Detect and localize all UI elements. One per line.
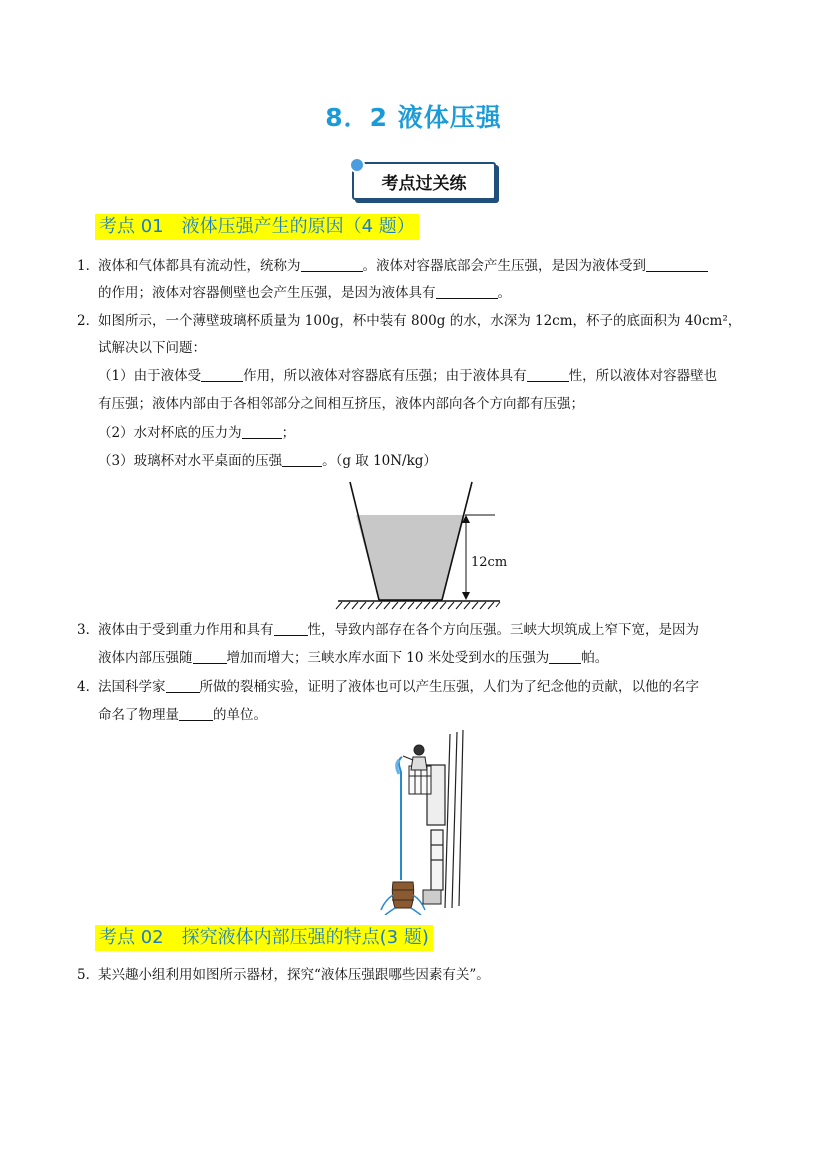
text: 法国科学家 [98,679,166,695]
text: （2）水对杯底的压力为 [98,425,242,441]
section-heading-01: 考点 01 液体压强产生的原因（4 题） [95,214,419,240]
text: 液体内部压强随 [98,650,193,666]
question-4-line-1 [98,677,699,697]
answer-blank[interactable] [282,452,322,467]
text: 液体由于受到重力作用和具有 [98,622,274,638]
question-number: 4． [77,679,100,695]
question-3-line-1 [98,620,699,640]
text: 帕。 [581,650,609,666]
section-heading-02: 考点 02 探究液体内部压强的特点(3 题) [95,925,433,951]
text: 的单位。 [213,707,267,723]
depth-label: 12cm [471,555,508,570]
text: ； [281,425,296,441]
question-number: 1． [77,258,100,274]
question-number: 3． [77,622,100,638]
question-1-line-2 [98,283,511,303]
answer-blank[interactable] [549,649,581,664]
text: 的作用；液体对容器侧壁也会产生压强，是因为液体具有 [98,285,436,301]
question-2-line-2: 试解决以下问题： [98,340,206,356]
water-stream [399,757,402,880]
question-number: 2． [77,313,100,329]
text: 。（g 取 10N/kg） [322,453,437,469]
pascal-barrel-illustration [375,730,475,915]
text: 增加而增大；三峡水库水面下 10 米处受到水的压强为 [226,650,550,666]
text: （1）由于液体受 [98,368,202,384]
answer-blank[interactable] [242,424,282,439]
person-figure [403,745,427,770]
barrel [392,882,414,908]
question-2-sub-3 [98,451,437,471]
base-box [423,890,441,904]
question-2-sub-1-cont: 有压强；液体内部由于各相邻部分之间相互挤压，液体内部向各个方向都有压强； [98,396,584,412]
text: 所做的裂桶实验，证明了液体也可以产生压强，人们为了纪念他的贡献，以他的名字 [199,679,699,695]
text: 命名了物理量 [98,707,179,723]
answer-blank[interactable] [301,257,363,272]
text: 性，所以液体对容器壁也 [568,368,718,384]
cup-figure [330,478,510,610]
question-1-line-1 [98,256,708,276]
text: 性，导致内部存在各个方向压强。三峡大坝筑成上窄下宽，是因为 [307,622,699,638]
water-fill [356,515,465,600]
answer-blank[interactable] [527,367,569,382]
answer-blank[interactable] [166,678,200,693]
building-wall [427,730,463,908]
question-2-sub-1 [98,366,717,386]
answer-blank[interactable] [179,706,213,721]
text: 。液体对容器底部会产生压强，是因为液体受到 [362,258,646,274]
badge-label: 考点过关练 [381,174,467,194]
answer-blank[interactable] [646,257,708,272]
question-number: 5． [77,967,100,983]
section-badge [352,162,496,200]
answer-blank[interactable] [193,649,227,664]
answer-blank[interactable] [436,284,498,299]
arrow-down-icon [462,592,470,600]
answer-blank[interactable] [201,367,243,382]
text: 。 [497,285,511,301]
text: 作用，所以液体对容器底有压强；由于液体具有 [243,368,527,384]
question-3-line-2 [98,648,608,668]
page-title: 8．2 液体压强 [325,103,502,132]
table-hatching [336,602,500,609]
question-2-line-1: 如图所示，一个薄壁玻璃杯质量为 100g，杯中装有 800g 的水，水深为 12cm，杯子的底面积为 40cm²， [98,313,742,329]
question-5-line-1: 某兴趣小组利用如图所示器材，探究“液体压强跟哪些因素有关”。 [98,967,490,983]
text: （3）玻璃杯对水平桌面的压强 [98,453,283,469]
question-2-sub-2 [98,423,295,443]
text: 液体和气体都具有流动性，统称为 [98,258,301,274]
question-4-line-2 [98,705,267,725]
answer-blank[interactable] [274,621,308,636]
